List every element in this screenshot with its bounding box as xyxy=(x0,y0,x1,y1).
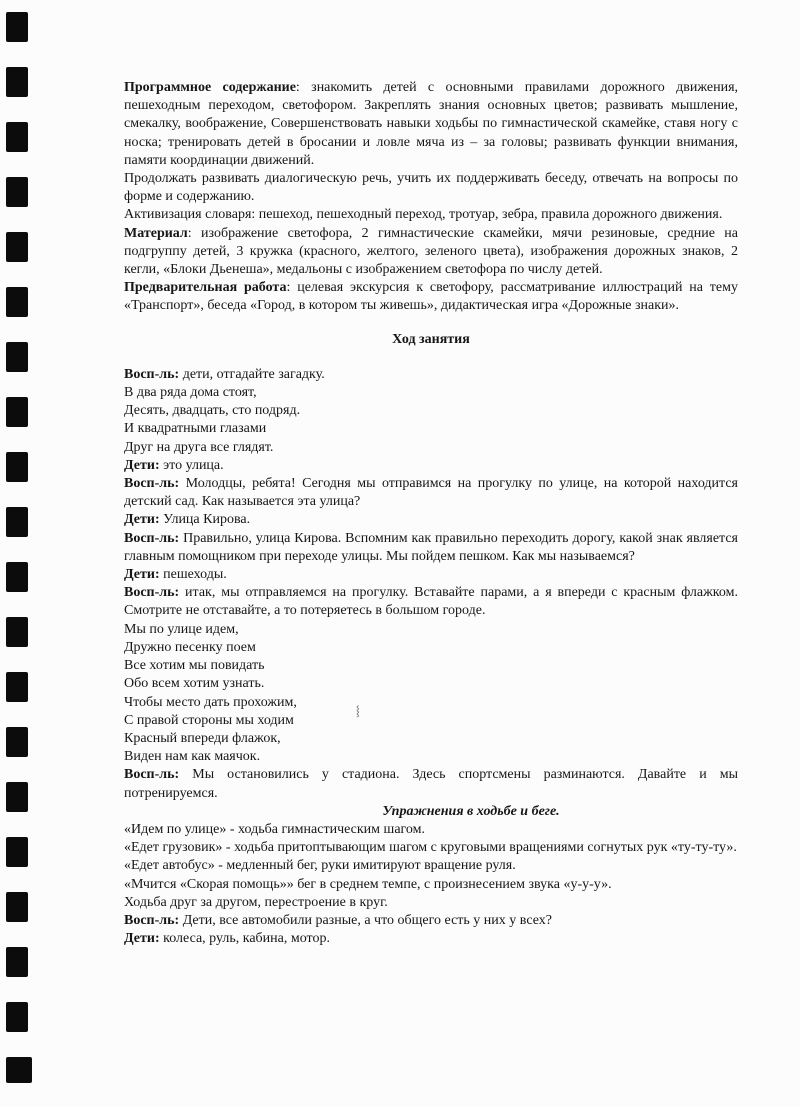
paragraph-text: Улица Кирова. xyxy=(159,512,251,528)
dialog-paragraph xyxy=(124,675,738,693)
dialog-paragraph xyxy=(124,566,738,584)
speaker-label: Программное содержание xyxy=(124,80,296,95)
exercises-paragraph xyxy=(124,894,738,912)
binder-hole xyxy=(6,947,28,977)
binder-hole xyxy=(6,287,28,317)
paragraph-text: «Едет автобус» - медленный бег, руки имитируют вращение руля. xyxy=(124,858,516,874)
dialog-paragraph xyxy=(124,766,738,802)
speaker-label: Дети: xyxy=(124,457,160,473)
binder-hole xyxy=(6,12,28,42)
binder-hole xyxy=(6,452,28,482)
exercises-paragraph xyxy=(124,930,738,948)
speaker-label: Восп-ль: xyxy=(124,912,180,928)
dialog-paragraph xyxy=(124,712,738,730)
paragraph-text: Ходьба друг за другом, перестроение в круг. xyxy=(124,894,388,910)
exercises-paragraph xyxy=(124,857,738,875)
speaker-label: Материал xyxy=(124,225,188,241)
binder-hole xyxy=(6,1057,32,1083)
intro-paragraph xyxy=(124,279,738,315)
dialog-paragraph xyxy=(124,621,738,639)
intro-paragraph xyxy=(124,206,738,224)
binder-hole xyxy=(6,672,28,702)
paragraph-text: С правой стороны мы ходим xyxy=(124,712,294,728)
paragraph-text: Виден нам как маячок. xyxy=(124,749,261,765)
speaker-label: Восп-ль: xyxy=(124,585,180,601)
paragraph-text: пешеходы. xyxy=(159,567,227,583)
binder-hole xyxy=(6,617,28,647)
binder-hole xyxy=(6,782,28,812)
paragraph-text: это улица. xyxy=(159,457,224,473)
binder-hole xyxy=(6,507,28,537)
binder-hole xyxy=(6,342,28,372)
paragraph-text: дети, отгадайте загадку. xyxy=(179,366,325,382)
binder-hole xyxy=(6,122,28,152)
exercises-paragraph xyxy=(124,876,738,894)
dialog-paragraph xyxy=(124,475,738,511)
paragraph-text: Все хотим мы повидать xyxy=(124,658,265,674)
paragraph-text: В два ряда дома стоят, xyxy=(124,385,257,401)
speaker-label: Восп-ль: xyxy=(124,366,180,382)
dialog-paragraph xyxy=(124,511,738,529)
paragraph-text: колеса, руль, кабина, мотор. xyxy=(159,931,330,947)
paragraph-text: : знакомить детей с основными правилами дорожного движения, пешеходным переходом, светофором. Закреплять знания основных цветов; развивать мышление, смекалку, воображение, Совершенствовать навыки ходьбы по гимнастической скамейке, ставя ногу с носка; тренировать детей в бросании и ловле мяча из – за головы; развивать функции внимания, памяти координации движений. xyxy=(124,80,739,168)
dialog-paragraph xyxy=(124,439,738,457)
dialog-paragraph xyxy=(124,657,738,675)
paragraph-text: Чтобы место дать прохожим, xyxy=(124,694,297,710)
dialog-paragraph xyxy=(124,420,738,438)
paragraph-text: «Мчится «Скорая помощь»» бег в среднем темпе, с произнесением звука «у-у-у». xyxy=(124,876,612,892)
speaker-label: Восп-ль: xyxy=(124,530,180,546)
intro-paragraph xyxy=(124,170,738,206)
paragraph-text: итак, мы отправляемся на прогулку. Вставайте парами, а я впереди с красным флажком. Смотрите не отставайте, а то потеряетесь в большом городе. xyxy=(124,585,738,619)
dialog-paragraph xyxy=(124,384,738,402)
paragraph-text: «Едет грузовик» - ходьба притоптывающим шагом с круговыми вращениями согнутых рук «ту-ту-ту». xyxy=(124,840,737,856)
binder-hole xyxy=(6,1002,28,1032)
exercises-paragraph xyxy=(124,912,738,930)
lesson-heading: Ход занятия xyxy=(392,331,470,347)
dialog-paragraph xyxy=(124,730,738,748)
dialog-section xyxy=(124,366,738,803)
paragraph-text: Молодцы, ребята! Сегодня мы отправимся на прогулку по улице, на которой находится детский сад. Как называется эта улица? xyxy=(124,476,738,510)
paragraph-text: «Идем по улице» - ходьба гимнастическим шагом. xyxy=(124,821,426,837)
intro-section xyxy=(124,79,738,316)
dialog-paragraph xyxy=(124,694,738,712)
binder-hole xyxy=(6,67,28,97)
paragraph-text: Дружно песенку поем xyxy=(124,639,256,655)
dialog-paragraph xyxy=(124,366,738,384)
paragraph-text: Правильно, улица Кирова. Вспомним как правильно переходить дорогу, какой знак является главным помощником при переходе улицы. Мы пойдем пешком. Как мы называемся? xyxy=(124,530,738,564)
document-body xyxy=(124,79,738,948)
paragraph-text: Продолжать развивать диалогическую речь, учить их поддерживать беседу, отвечать на вопросы по форме и содержанию. xyxy=(124,171,738,205)
binder-hole xyxy=(6,562,28,592)
paragraph-text: И квадратными глазами xyxy=(124,421,267,437)
binder-hole xyxy=(6,177,28,207)
dialog-paragraph xyxy=(124,530,738,566)
binder-hole xyxy=(6,397,28,427)
exercises-heading: Упражнения в ходьбе и беге. xyxy=(382,803,560,819)
dialog-paragraph xyxy=(124,584,738,620)
speaker-label: Восп-ль: xyxy=(124,767,180,783)
paragraph-text: Красный впереди флажок, xyxy=(124,730,281,746)
binder-hole xyxy=(6,232,28,262)
binder-hole xyxy=(6,727,28,757)
paragraph-text: Десять, двадцать, сто подряд. xyxy=(124,403,301,419)
paragraph-text: Мы остановились у стадиона. Здесь спортсмены разминаются. Давайте и мы потренируемся. xyxy=(124,767,738,801)
speaker-label: Дети: xyxy=(124,931,160,947)
binder-hole xyxy=(6,837,28,867)
intro-paragraph xyxy=(124,225,738,280)
paragraph-text: Мы по улице идем, xyxy=(124,621,239,637)
binder-holes xyxy=(0,0,40,1107)
paragraph-text: Друг на друга все глядят. xyxy=(124,439,274,455)
exercises-section xyxy=(124,821,738,948)
speaker-label: Предварительная работа xyxy=(124,280,287,296)
exercises-paragraph xyxy=(124,839,738,857)
dialog-paragraph xyxy=(124,457,738,475)
dialog-paragraph xyxy=(124,402,738,420)
paragraph-text: Обо всем хотим узнать. xyxy=(124,676,265,692)
scan-speck: ⸾ xyxy=(356,706,360,717)
paragraph-text: Дети, все автомобили разные, а что общего есть у них у всех? xyxy=(179,912,552,928)
speaker-label: Дети: xyxy=(124,567,160,583)
speaker-label: Дети: xyxy=(124,512,160,528)
exercises-paragraph xyxy=(124,821,738,839)
speaker-label: Восп-ль: xyxy=(124,476,180,492)
paragraph-text: : целевая экскурсия к светофору, рассматривание иллюстраций на тему «Транспорт», беседа «Город, в котором ты живешь», дидактическая игра «Дорожные знаки». xyxy=(124,280,738,314)
binder-hole xyxy=(6,892,28,922)
paragraph-text: Активизация словаря: пешеход, пешеходный переход, тротуар, зебра, правила дорожного движения. xyxy=(124,207,723,223)
intro-paragraph xyxy=(124,79,738,170)
dialog-paragraph xyxy=(124,639,738,657)
paragraph-text: : изображение светофора, 2 гимнастические скамейки, мячи резиновые, средние на подгруппу детей, 3 кружка (красного, желтого, зеленого цвета), изображения дорожных знаков, 2 кегли, «Блоки Дьенеша», медальоны с изображением светофора по числу детей. xyxy=(124,225,738,278)
dialog-paragraph xyxy=(124,748,738,766)
